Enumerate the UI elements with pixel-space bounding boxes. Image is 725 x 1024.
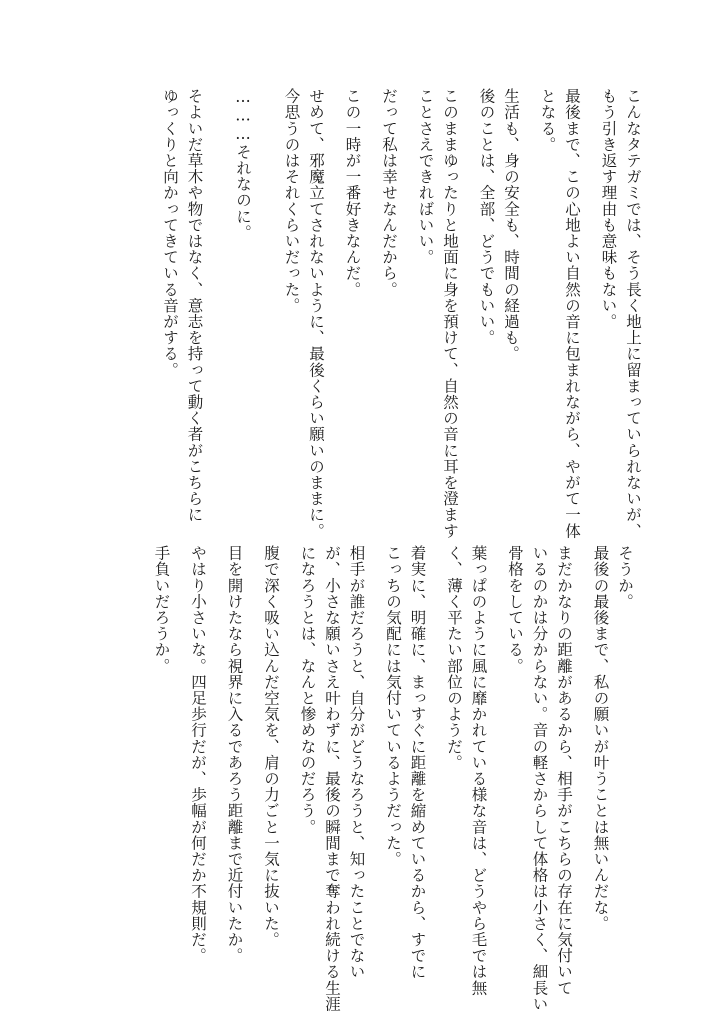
text-line: 最後まで、この心地よい自然の音に包まれながら、やがて一体 — [563, 88, 581, 539]
text-line: 最後の最後まで、私の願いが叶うことは無いんだな。 — [591, 545, 610, 932]
text-line: このままゆったりと地面に身を預けて、自然の音に耳を澄ます — [441, 88, 459, 539]
paragraph-gap — [283, 545, 295, 965]
text-line: ことさえできればいい。 — [416, 88, 435, 266]
text-line: やはり小さいな。四足歩行だが、歩幅が何だか不規則だ。 — [189, 545, 207, 964]
text-line: 目を開けたなら視界に入るであろう距離まで近付いたか。 — [225, 545, 244, 964]
text-line: せめて、邪魔立てされないように、最後くらい願いのままに。 — [307, 88, 325, 539]
text-line: 骨格をしている。 — [506, 545, 524, 674]
paragraph-gap — [174, 545, 186, 965]
paragraph-gap — [219, 88, 231, 508]
paragraph-gap — [267, 88, 279, 508]
text-line: ゆっくりと向かってきている音がする。 — [161, 88, 179, 378]
paragraph-gap — [491, 545, 503, 965]
paragraph-gap — [523, 88, 535, 508]
text-line: となる。 — [538, 88, 557, 153]
text-line: こっちの気配には気付いているようだった。 — [384, 545, 402, 867]
text-line: く、薄く平たい部位のようだ。 — [445, 545, 463, 771]
paragraph-gap — [401, 88, 413, 508]
paragraph-gap — [365, 88, 377, 508]
text-line: 相手が誰だろうと、自分がどうなろうと、知ったことでない — [347, 545, 366, 980]
text-line: まだかなりの距離があるから、相手がこちらの存在に気付いて — [555, 545, 573, 996]
top-text-block — [158, 88, 646, 539]
paragraph-gap — [576, 545, 588, 965]
paragraph-gap — [255, 88, 267, 508]
text-line: そうか。 — [616, 545, 634, 610]
text-line: 葉っぱのように風に靡かれている様な音は、どうやら毛では無 — [469, 545, 488, 996]
text-line: もう引き返す理由も意味もない。 — [599, 88, 618, 330]
text-line: だって私は幸せなんだから。 — [380, 88, 398, 298]
text-line: こんなタテガミでは、そう長く地上に留まっていられないが、 — [624, 88, 642, 539]
bottom-text-block — [149, 545, 637, 1012]
text-line: いるのかは分からない。音の軽さからして体格は小さく、細長い — [530, 545, 549, 1012]
paragraph-gap — [584, 88, 596, 508]
text-line: 腹で深く吸い込んだ空気を、肩の力ごと一気に抜いた。 — [262, 545, 280, 948]
text-line: 手負いだろうか。 — [152, 545, 171, 674]
text-line: 今思うのはそれくらいだった。 — [282, 88, 301, 314]
paragraph-gap — [207, 88, 219, 508]
text-line: になろうとは、なんと惨めなのだろう。 — [298, 545, 317, 835]
text-line: 後のことは、全部、どうでもいい。 — [477, 88, 496, 346]
paragraph-gap — [210, 545, 222, 965]
text-line: ………それなのに。 — [234, 88, 252, 241]
text-line: そよいだ草木や物ではなく、意志を持って動く者がこちらに — [185, 88, 204, 523]
paragraph-gap — [369, 545, 381, 965]
paragraph-gap — [462, 88, 474, 508]
text-line: が、小さな願いさえ叶わずに、最後の瞬間まで奪われ続ける生涯 — [323, 545, 341, 1012]
text-line: 生活も、身の安全も、時間の経過も。 — [502, 88, 520, 362]
paragraph-gap — [247, 545, 259, 965]
paragraph-gap — [328, 88, 340, 508]
text-line: 着実に、明確に、まっすぐに距離を縮めているから、すでに — [408, 545, 427, 980]
paragraph-gap — [430, 545, 442, 965]
text-line: この一時が一番好きなんだ。 — [343, 88, 362, 298]
